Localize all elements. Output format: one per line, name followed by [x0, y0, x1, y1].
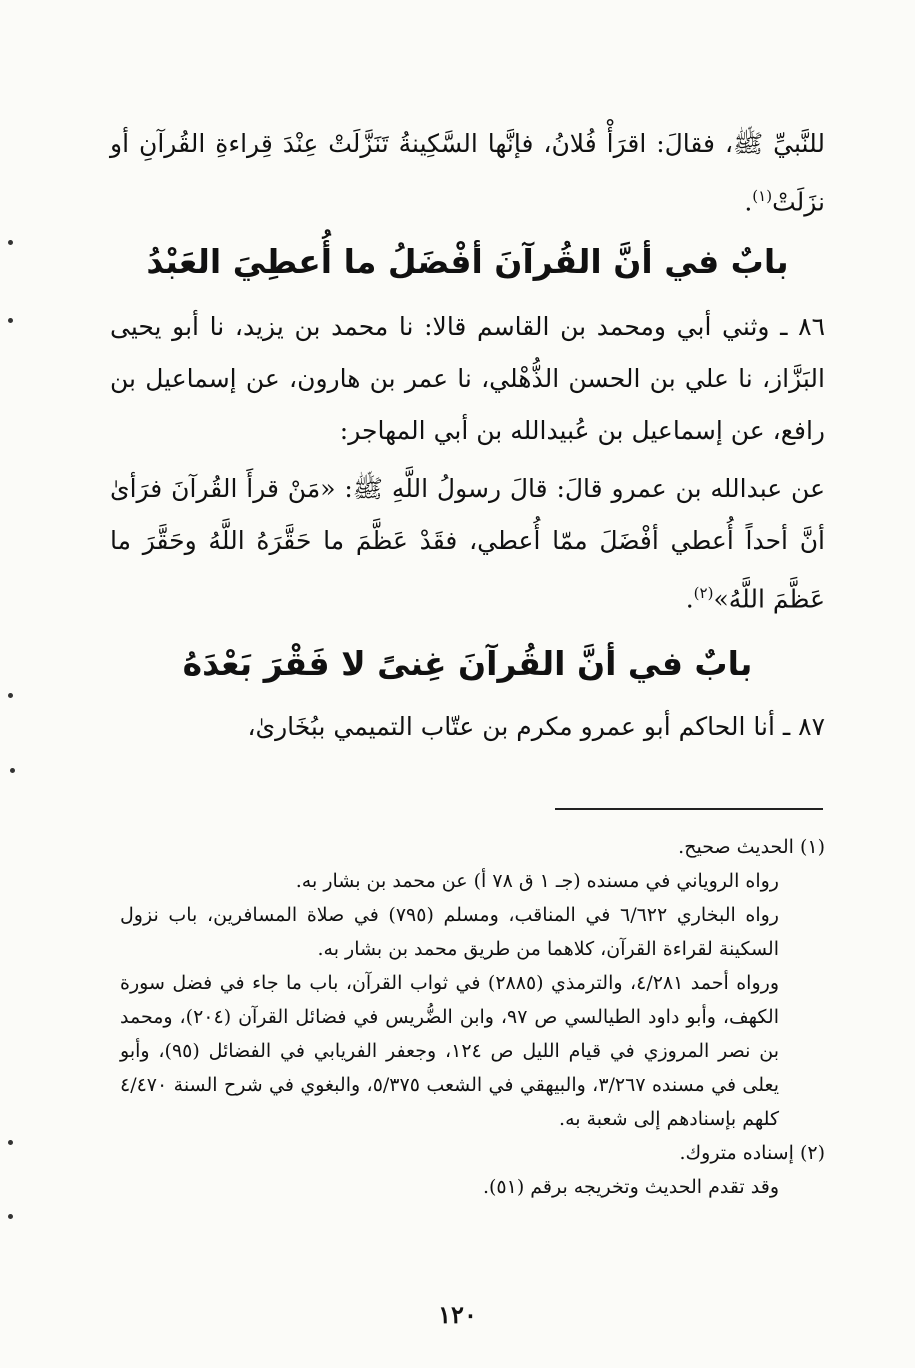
footnote-ref-1: (١): [752, 187, 773, 205]
footnote-2-label: (٢): [799, 1142, 825, 1164]
footnote-2-line: إسناده متروك.: [679, 1142, 794, 1164]
scan-speck: [10, 768, 15, 773]
intro-text: للنَّبيِّ ﷺ، فقالَ: اقرَأْ فُلانُ، فإنَّها السَّكِينةُ تَنَزَّلَتْ عِنْدَ قِراءةِ القُرآنِ أو نزَلَتْ: [110, 129, 825, 217]
footnote-1-line: رواه الروياني في مسنده (جـ ١ ق ٧٨ أ) عن محمد بن بشار به.: [295, 870, 779, 892]
scan-speck: [8, 1214, 13, 1219]
footnote-separator: [555, 808, 823, 810]
hadith-86-text: عن عبدالله بن عمرو قالَ: قالَ رسولُ اللَّهِ ﷺ: «مَنْ قرأَ القُرآنَ فرَأىٰ أنَّ أحداً أُعطي أفْضَلَ ممّا أُعطي، فقَدْ عَظَّمَ ما حَقَّرَهُ اللَّهُ وحَقَّرَ ما عَظَّمَ اللَّهُ»$^{(٢)}$.: [110, 474, 825, 614]
main-text: [110, 118, 825, 753]
scan-speck: [8, 1140, 13, 1145]
footnote-1-label: (١): [799, 836, 825, 858]
page-number: ١٢٠: [438, 1300, 477, 1329]
footnote-2-first: [120, 1136, 825, 1170]
footnote-1-first: [120, 830, 825, 864]
scan-speck: [8, 318, 13, 323]
hadith-86-matn: عن عبدالله بن عمرو قالَ: قالَ رسولُ اللَّهِ ﷺ: «مَنْ قرأَ القُرآنَ فرَأىٰ أنَّ أحداً أُعطي أفْضَلَ ممّا أُعطي، فقَدْ عَظَّمَ ما حَقَّرَهُ اللَّهُ وحَقَّرَ ما عَظَّمَ اللَّهُ»: [110, 474, 825, 614]
footnote-1-line: ورواه أحمد ٤/٢٨١، والترمذي (٢٨٨٥) في ثواب القرآن، باب ما جاء في فضل سورة الكهف، وأبو داود الطيالسي ص ٩٧، وابن الضُّريس في فضائل القرآن (٢٠٤)، ومحمد بن نصر المروزي في قيام الليل ص ١٢٤، وجعفر الفريابي في الفضائل (٩٥)، وأبو يعلى في مسنده ٣/٢٦٧، والبيهقي في الشعب ٥/٣٧٥، والبغوي في شرح السنة ٤/٤٧٠ كلهم بإسنادهم إلى شعبة به.: [120, 972, 780, 1130]
footnote-1-line: الحديث صحيح.: [678, 836, 794, 858]
footnote-2-line: وقد تقدم الحديث وتخريجه برقم (٥١).: [482, 1176, 779, 1198]
scan-speck: [8, 240, 13, 245]
chapter-heading-1: بابٌ في أنَّ القُرآنَ أفْضَلُ ما أُعطِيَ العَبْدُ: [146, 242, 789, 282]
hadith-86-chain: ٨٦ ـ وثني أبي ومحمد بن القاسم قالا: نا محمد بن يزيد، نا أبو يحيى البَزَّاز، نا علي بن الحسن الذُّهْلي، نا عمر بن هارون، عن إسماعيل بن رافع، عن إسماعيل بن عُبيدالله بن أبي المهاجر:: [110, 312, 825, 446]
footnotes: [120, 830, 825, 1204]
scan-speck: [8, 693, 13, 698]
intro-paragraph: للنَّبيِّ ﷺ، فقالَ: اقرَأْ فُلانُ، فإنَّها السَّكِينةُ تَنَزَّلَتْ عِنْدَ قِراءةِ القُرآنِ أو نزَلَتْ$^{(١)}$.: [110, 129, 825, 217]
hadith-87-start: ٨٧ ـ أنا الحاكم أبو عمرو مكرم بن عتّاب التميمي ببُخَارىٰ،: [247, 711, 825, 741]
footnote-ref-2: (٢): [693, 584, 714, 603]
footnote-1-line: رواه البخاري ٦/٦٢٢ في المناقب، ومسلم (٧٩٥) في صلاة المسافرين، باب نزول السكينة لقراءة القرآن، كلاهما من طريق محمد بن بشار به.: [120, 904, 779, 960]
chapter-heading-2: بابٌ في أنَّ القُرآنَ غِنىً لا فَقْرَ بَعْدَهُ: [182, 643, 753, 683]
